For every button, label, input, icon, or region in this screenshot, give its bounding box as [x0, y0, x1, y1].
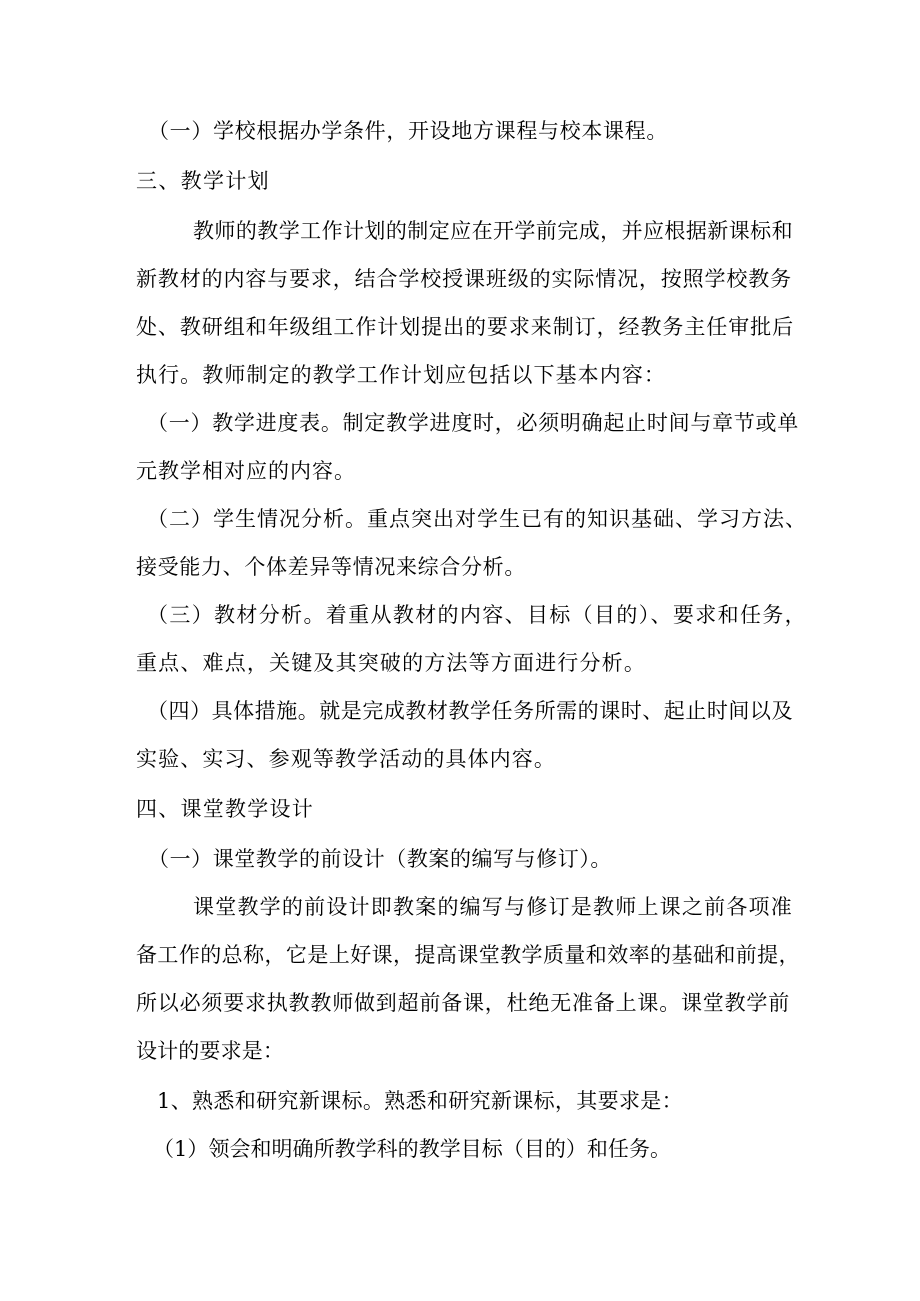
text-line: 处、教研组和年级组工作计划提出的要求来制订，经教务主任审批后 — [136, 315, 794, 339]
text-line: 教师的教学工作计划的制定应在开学前完成，并应根据新课标和 — [193, 219, 793, 243]
text-line: （一）学校根据办学条件，开设地方课程与校本课程。 — [148, 119, 668, 143]
text-line: （二）学生情况分析。重点突出对学生已有的知识基础、学习方法、 — [147, 507, 807, 531]
text-line: 设计的要求是： — [136, 1039, 284, 1063]
text-line: （四）具体措施。就是完成教材教学任务所需的课时、起止时间以及 — [147, 699, 793, 723]
text-line: （三）教材分析。着重从教材的内容、目标（目的）、要求和任务， — [147, 603, 807, 627]
section-heading: 三、教学计划 — [136, 169, 270, 193]
text-line: 接受能力、个体差异等情况来综合分析。 — [136, 555, 526, 579]
text-line: 执行。教师制定的教学工作计划应包括以下基本内容： — [136, 363, 666, 387]
text-line: （一）课堂教学的前设计（教案的编写与修订）。 — [148, 847, 612, 871]
text-line: 课堂教学的前设计即教案的编写与修订是教师上课之前各项准 — [193, 895, 793, 919]
text-line: 所以必须要求执教教师做到超前备课，杜绝无准备上课。课堂教学前 — [136, 991, 790, 1015]
text-line: 1、熟悉和研究新课标。熟悉和研究新课标，其要求是： — [157, 1089, 683, 1113]
text-line: （一）教学进度表。制定教学进度时，必须明确起止时间与章节或单 — [147, 411, 799, 435]
text-line: 备工作的总称，它是上好课，提高课堂教学质量和效率的基础和前提， — [136, 943, 800, 967]
text-line: 实验、实习、参观等教学活动的具体内容。 — [136, 747, 556, 771]
section-heading: 四、课堂教学设计 — [136, 797, 314, 821]
text-line: （1）领会和明确所教学科的教学目标（目的）和任务。 — [153, 1137, 671, 1161]
text-line: 重点、难点，关键及其突破的方法等方面进行分析。 — [136, 651, 646, 675]
text-line: 新教材的内容与要求，结合学校授课班级的实际情况，按照学校教务 — [136, 267, 792, 291]
text-line: 元教学相对应的内容。 — [136, 459, 356, 483]
